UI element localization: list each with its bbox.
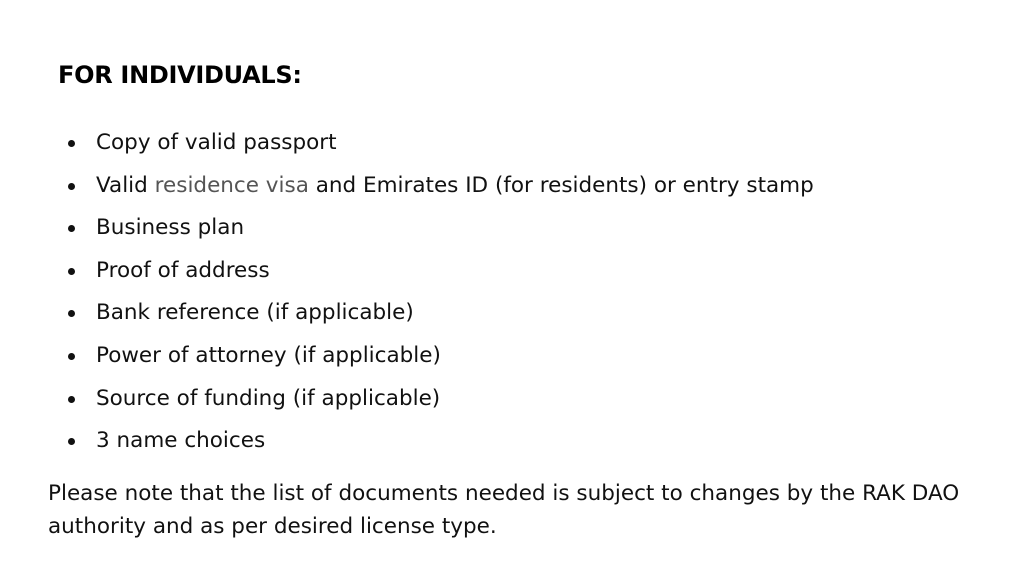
list-item-suffix: and Emirates ID (for residents) or entry stamp — [308, 172, 814, 198]
bullet-icon — [68, 353, 75, 360]
bullet-icon — [68, 183, 75, 190]
bullet-icon — [68, 225, 75, 232]
bullet-icon — [68, 438, 75, 445]
list-item-label: Copy of valid passport — [96, 130, 337, 155]
list-item-passport — [60, 122, 814, 165]
list-item-label: Business plan — [96, 215, 245, 241]
list-item-prefix: Valid — [96, 172, 155, 198]
list-item-source-of-funding — [60, 378, 814, 421]
bullet-icon — [68, 268, 75, 275]
list-item-label: Source of funding (if applicable) — [96, 385, 441, 411]
list-item-label: Proof of address — [96, 257, 270, 283]
residence-visa-link[interactable]: residence visa — [154, 172, 309, 198]
list-item-power-of-attorney — [60, 335, 814, 378]
list-item-business-plan — [60, 207, 814, 250]
list-item-residence-visa — [60, 165, 814, 208]
bullet-icon — [68, 310, 75, 317]
bullet-icon — [68, 140, 75, 147]
list-item-bank-reference — [60, 292, 814, 335]
list-item-name-choices — [60, 420, 814, 463]
section-heading: FOR INDIVIDUALS: — [58, 61, 302, 89]
list-item-label: Bank reference (if applicable) — [96, 300, 414, 326]
list-item-label: Power of attorney (if applicable) — [96, 342, 441, 368]
required-documents-list — [60, 122, 814, 463]
list-item-proof-of-address — [60, 250, 814, 293]
bullet-icon — [68, 396, 75, 403]
disclaimer-note: Please note that the list of documents needed is subject to changes by the RAK DAO authority and as per desired license type. — [48, 481, 960, 539]
list-item-label: 3 name choices — [96, 428, 266, 454]
